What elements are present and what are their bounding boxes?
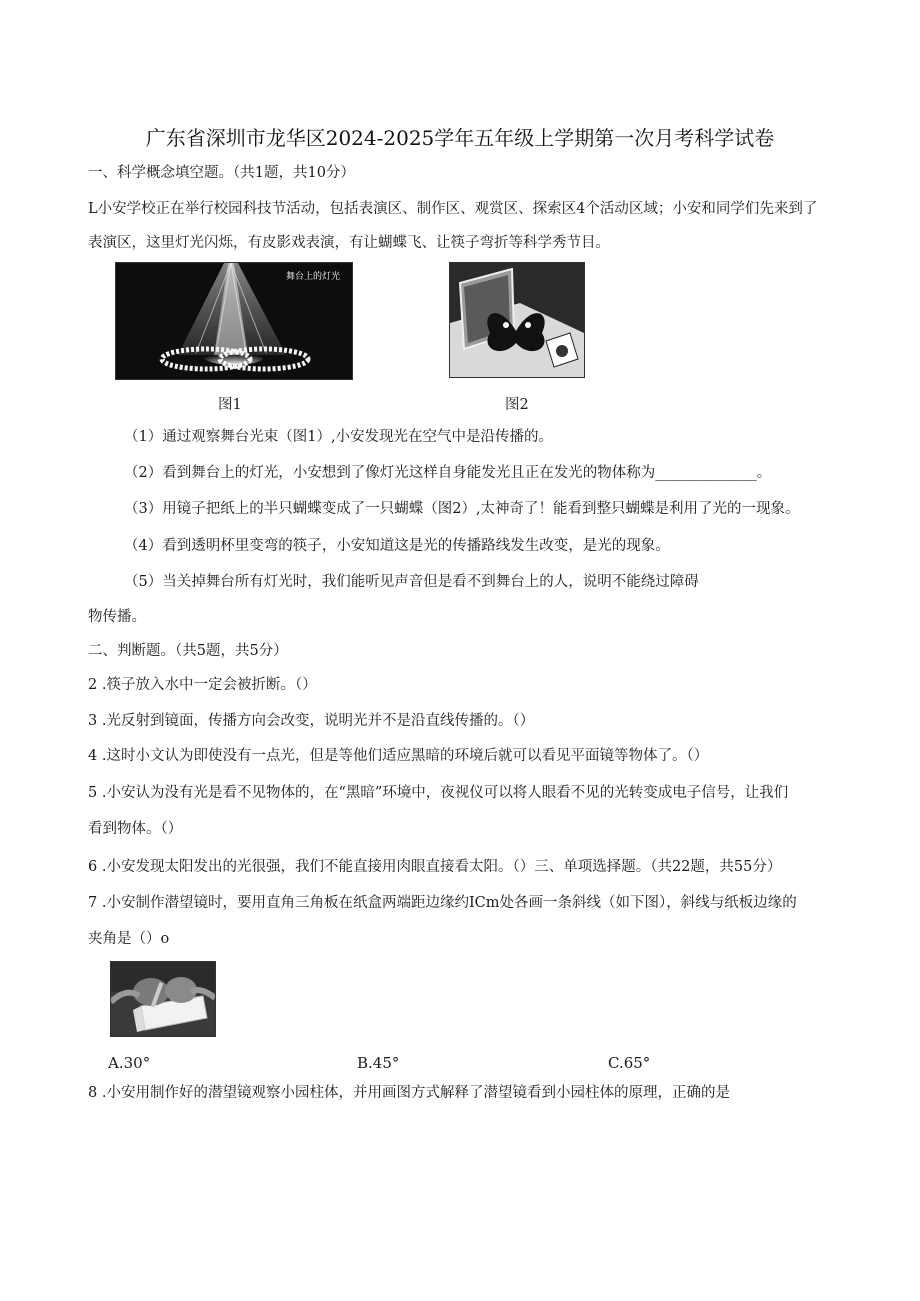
section2-question-5-line1: 5 .小安认为没有光是看不见物体的，在“黑暗”环境中，夜视仪可以将人眼看不见的光转变成电子信号，让我们	[88, 785, 789, 801]
figure-1-caption: 图1	[218, 397, 242, 413]
section2-heading: 二、判断题。（共5题，共5分）	[88, 643, 288, 659]
section3-question-8: 8 .小安用制作好的潜望镜观察小园柱体，并用画图方式解释了潜望镜看到小园柱体的原理，正确的是	[88, 1085, 730, 1101]
section1-question-1: （1）通过观察舞台光束（图1）,小安发现光在空气中是沿传播的。	[124, 429, 554, 445]
section1-heading: 一、科学概念填空题。（共1题，共10分）	[88, 165, 355, 181]
section1-intro-line1: L小安学校正在举行校园科技节活动，包括表演区、制作区、观赏区、探索区4个活动区域；小安和同学们先来到了	[88, 201, 818, 217]
figure-1-stage-light	[115, 262, 353, 380]
figure-periscope-drawing	[110, 961, 216, 1037]
section2-question-6: 6 .小安发现太阳发出的光很强，我们不能直接用肉眼直接看太阳。（）三、单项选择题。（共22题，共55分）	[88, 859, 782, 875]
section2-question-3: 3 .光反射到镜面，传播方向会改变，说明光并不是沿直线传播的。（）	[88, 713, 535, 729]
section1-question-5-line1: （5）当关掉舞台所有灯光时，我们能听见声音但是看不到舞台上的人，说明不能绕过障碍	[124, 574, 699, 590]
periscope-drawing-image	[111, 962, 215, 1036]
stage-light-image	[116, 263, 352, 379]
figure-1-label: 舞台上的灯光	[286, 272, 341, 282]
section1-question-3: （3）用镜子把纸上的半只蝴蝶变成了一只蝴蝶（图2）,太神奇了！能看到整只蝴蝶是利用了光的一现象。	[124, 501, 800, 517]
section2-question-5-line2: 看到物体。（）	[88, 821, 183, 837]
figure-2-butterfly-mirror	[449, 262, 585, 378]
section3-question-7-line1: 7 .小安制作潜望镜时，要用直角三角板在纸盒两端距边缘约ICm处各画一条斜线（如下图），斜线与纸板边缘的	[88, 895, 797, 911]
page-title: 广东省深圳市龙华区2024-2025学年五年级上学期第一次月考科学试卷	[145, 126, 775, 150]
section2-question-4: 4 .这时小文认为即使没有一点光，但是等他们适应黑暗的环境后就可以看见平面镜等物体了。（）	[88, 748, 709, 764]
option-c[interactable]: C.65°	[608, 1054, 651, 1072]
section1-question-4: （4）看到透明杯里变弯的筷子，小安知道这是光的传播路线发生改变，是光的现象。	[124, 538, 670, 554]
butterfly-mirror-image	[450, 263, 584, 377]
option-b[interactable]: B.45°	[357, 1054, 400, 1072]
section2-question-2: 2 .筷子放入水中一定会被折断。（）	[88, 677, 317, 693]
section1-question-5-line2: 物传播。	[88, 609, 146, 625]
section1-intro-line2: 表演区，这里灯光闪烁，有皮影戏表演，有让蝴蝶飞、让筷子弯折等科学秀节目。	[88, 235, 610, 251]
option-a[interactable]: A.30°	[108, 1054, 151, 1072]
figure-2-caption: 图2	[505, 397, 529, 413]
section1-question-2: （2）看到舞台上的灯光，小安想到了像灯光这样自身能发光且正在发光的物体称为______________。	[124, 465, 772, 481]
section3-question-7-line2: 夹角是（）o	[88, 931, 170, 947]
